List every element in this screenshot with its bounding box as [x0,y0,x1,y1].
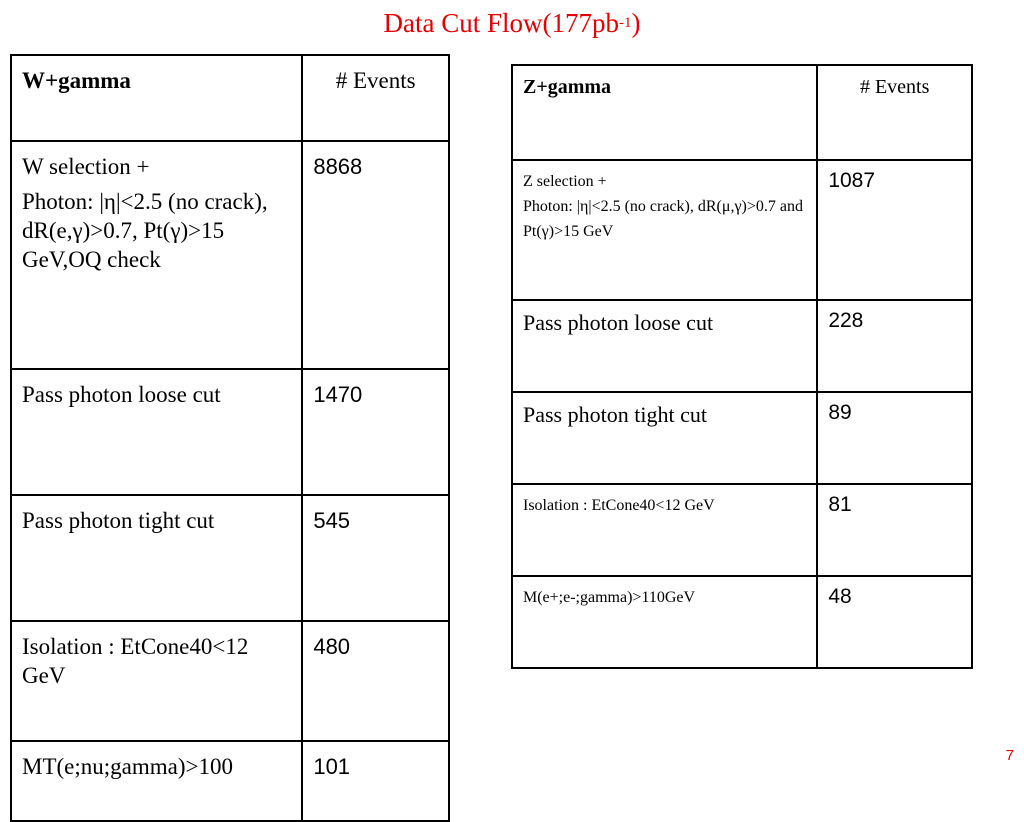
z-row-label-cell [512,576,817,668]
table-row [11,369,449,495]
z-row-label-line1: Z selection + [523,173,607,190]
z-header-label: Z+gamma [523,76,612,98]
w-header-events: # Events [335,68,416,93]
w-row-label-cell [11,495,302,621]
z-row-label: Isolation : EtCone40<12 GeV [523,497,715,514]
w-row-events: 1470 [313,382,363,407]
w-row-events-cell [302,369,449,495]
table-row [512,300,972,392]
w-header-label: W+gamma [22,68,131,93]
w-row-label-cell [11,621,302,741]
title-superscript: -1 [619,15,632,31]
table-row [11,621,449,741]
page-title [0,6,1024,40]
page-number: 7 [1005,747,1014,764]
w-row-label-line1: W selection + [22,154,150,179]
z-header-events-cell [817,65,972,160]
z-row-label-cell [512,484,817,576]
z-row-events-cell [817,484,972,576]
title-main: Data Cut Flow(177pb [383,8,619,38]
w-row-events: 8868 [313,154,363,179]
table-row [11,495,449,621]
z-row-events-cell [817,392,972,484]
w-row-label: MT(e;nu;gamma)>100 [22,754,233,779]
table-row [512,484,972,576]
w-row-events: 480 [313,634,351,659]
table-row [512,160,972,300]
table-row [11,141,449,369]
w-header-events-cell [302,55,449,141]
z-row-events: 81 [828,493,852,516]
table-row [11,741,449,821]
z-row-label: M(e+;e-;gamma)>110GeV [523,589,696,606]
w-row-events-cell [302,621,449,741]
z-row-label-line2: Photon: |η|<2.5 (no crack), dR(μ,γ)>0.7 and Pt(γ)>15 GeV [523,198,803,240]
title-close: ) [631,8,641,38]
z-row-events: 228 [828,309,864,332]
w-gamma-table [10,54,450,822]
z-row-events-cell [817,576,972,668]
z-row-events: 1087 [828,169,876,192]
w-row-label-cell [11,141,302,369]
table-header-row [512,65,972,160]
w-row-label-cell [11,741,302,821]
z-header-events: # Events [859,76,930,98]
z-header-label-cell [512,65,817,160]
z-row-events: 48 [828,585,852,608]
table-row [512,392,972,484]
z-row-label-cell [512,160,817,300]
w-row-label-cell [11,369,302,495]
z-gamma-table [511,64,973,669]
z-row-label-cell [512,300,817,392]
z-row-events: 89 [828,401,852,424]
z-row-events-cell [817,300,972,392]
table-row [512,576,972,668]
z-row-events-cell [817,160,972,300]
w-row-events-cell [302,495,449,621]
table-header-row [11,55,449,141]
w-row-events-cell [302,141,449,369]
w-row-events: 545 [313,508,351,533]
z-row-label-cell [512,392,817,484]
w-row-label-line2: Photon: |η|<2.5 (no crack), dR(e,γ)>0.7, Pt(γ)>15 GeV,OQ check [22,189,268,272]
w-row-label: Isolation : EtCone40<12 GeV [22,634,249,688]
w-row-label: Pass photon tight cut [22,508,215,533]
w-row-label: Pass photon loose cut [22,382,221,407]
w-header-label-cell [11,55,302,141]
z-row-label: Pass photon tight cut [523,402,707,427]
w-row-events-cell [302,741,449,821]
z-row-label: Pass photon loose cut [523,310,714,335]
w-row-events: 101 [313,754,351,779]
